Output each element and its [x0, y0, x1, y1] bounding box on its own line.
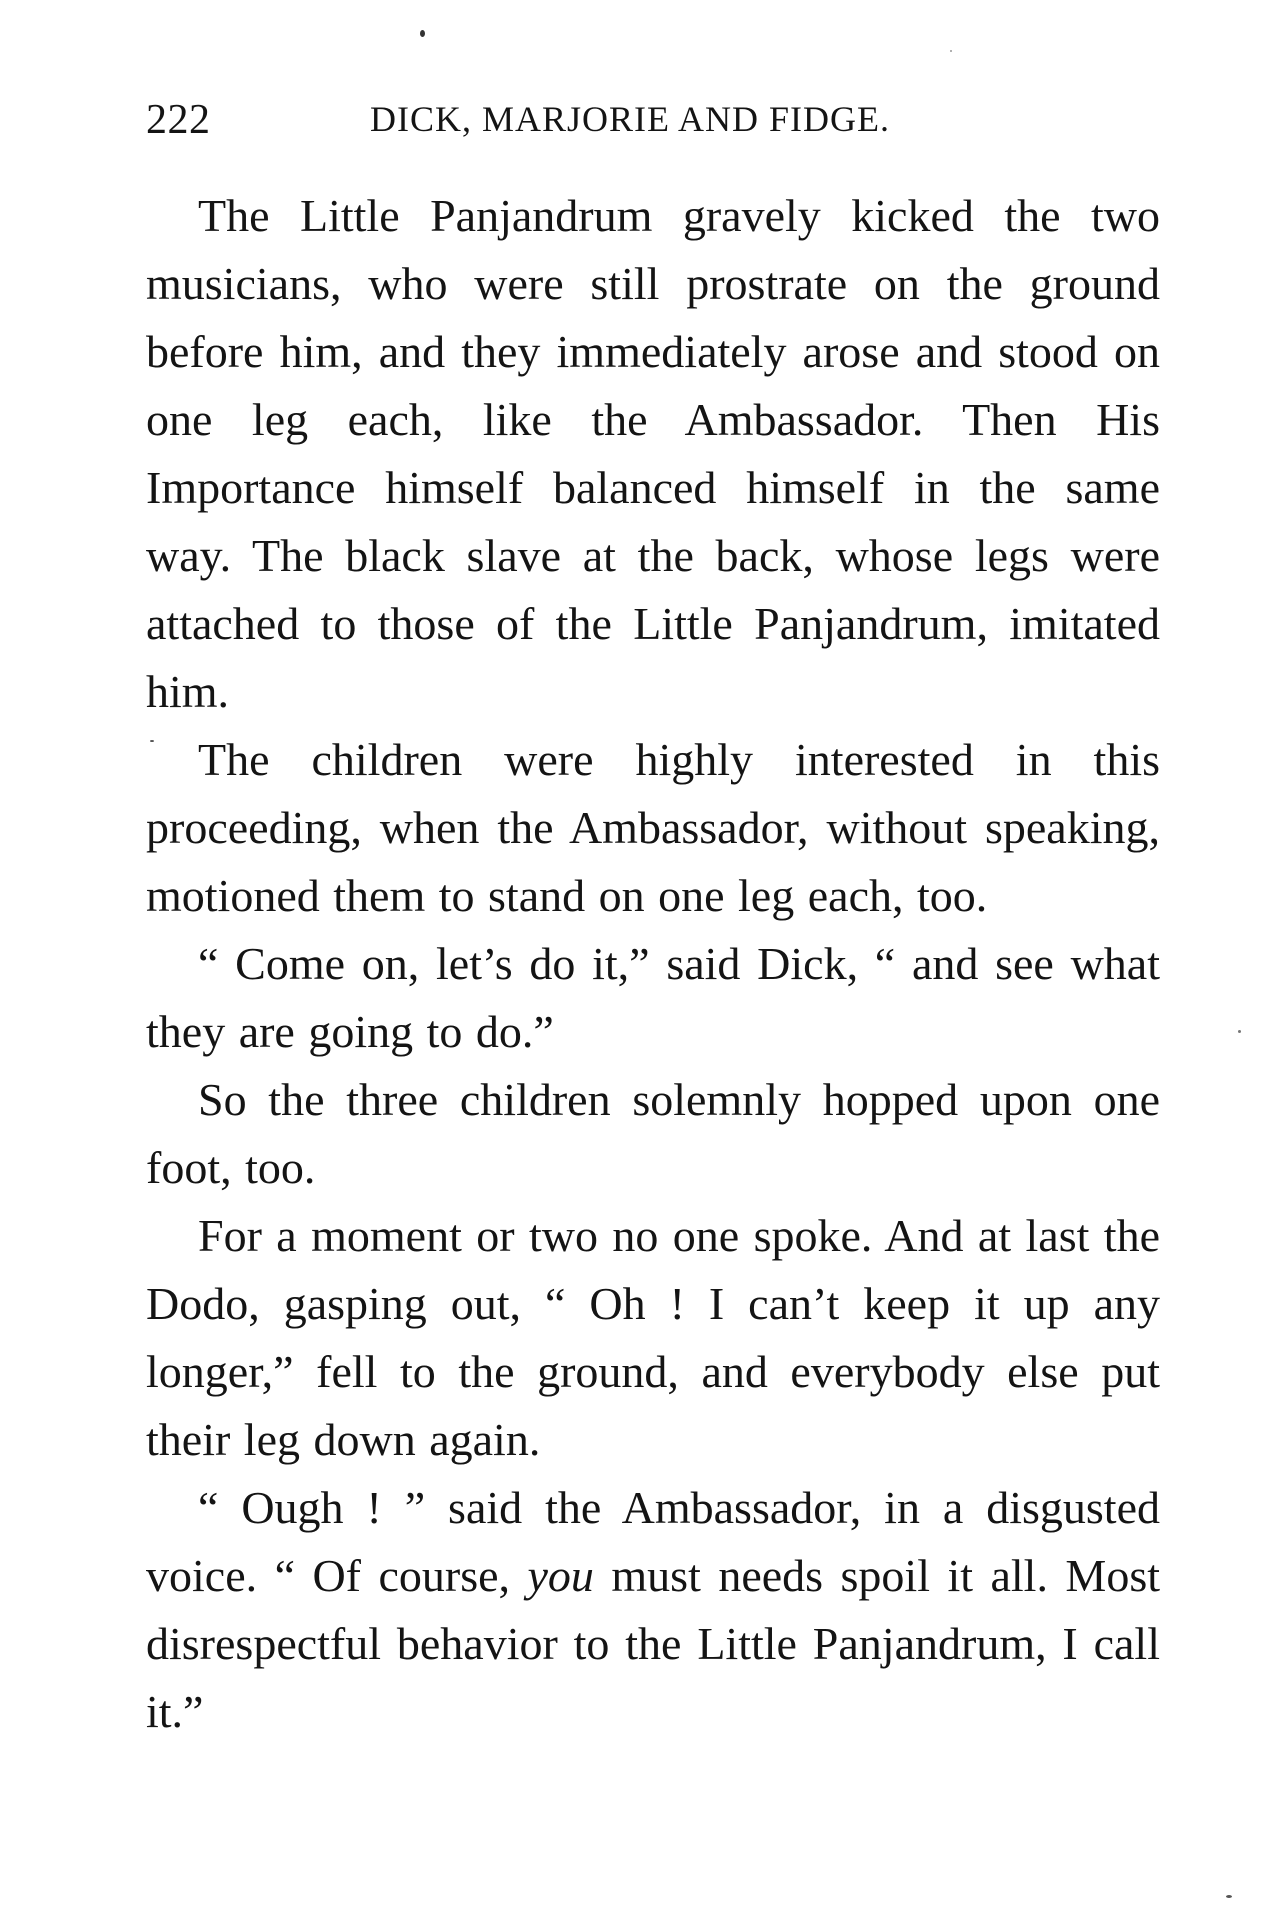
paragraph-6-before: “ Ough ! ” said the Ambassador, in a disgusted voice. “ Of course,	[146, 1482, 1160, 1601]
body-text	[146, 182, 1160, 1746]
print-speck	[1226, 1895, 1232, 1898]
page-number: 222	[146, 97, 211, 143]
paragraph-4: So the three children solemnly hopped upon one foot, too.	[146, 1074, 1160, 1193]
paragraph-6-after: must needs spoil it all. Most disrespectful behavior to the Little Panjandrum, I call it.”	[146, 1550, 1161, 1737]
print-speck	[150, 740, 154, 742]
paragraph-2: The children were highly interested in this proceeding, when the Ambassador, without speaking, motioned them to stand on one leg each, too.	[146, 734, 1160, 921]
paragraph-6-emphasis: you	[527, 1550, 594, 1601]
paragraph-1: The Little Panjandrum gravely kicked the two musicians, who were still prostrate on the ground before him, and they immediately arose and stood on one leg each, like the Ambassador. Then His Importance himself balanced himself in the same way. The black slave at the back, whose legs were attached to those of the Little Panjandrum, imitated him.	[146, 190, 1160, 717]
paragraph-5: For a moment or two no one spoke. And at last the Dodo, gasping out, “ Oh ! I can’t keep it up any longer,” fell to the ground, and everybody else put their leg down again.	[146, 1210, 1160, 1465]
print-speck	[1238, 1030, 1241, 1033]
running-title: DICK, MARJORIE AND FIDGE.	[370, 99, 891, 139]
running-head	[146, 96, 1160, 156]
print-speck	[420, 30, 425, 37]
print-speck	[950, 50, 952, 52]
paragraph-6	[146, 1474, 1160, 1746]
paragraph-3: “ Come on, let’s do it,” said Dick, “ and see what they are going to do.”	[146, 938, 1160, 1057]
